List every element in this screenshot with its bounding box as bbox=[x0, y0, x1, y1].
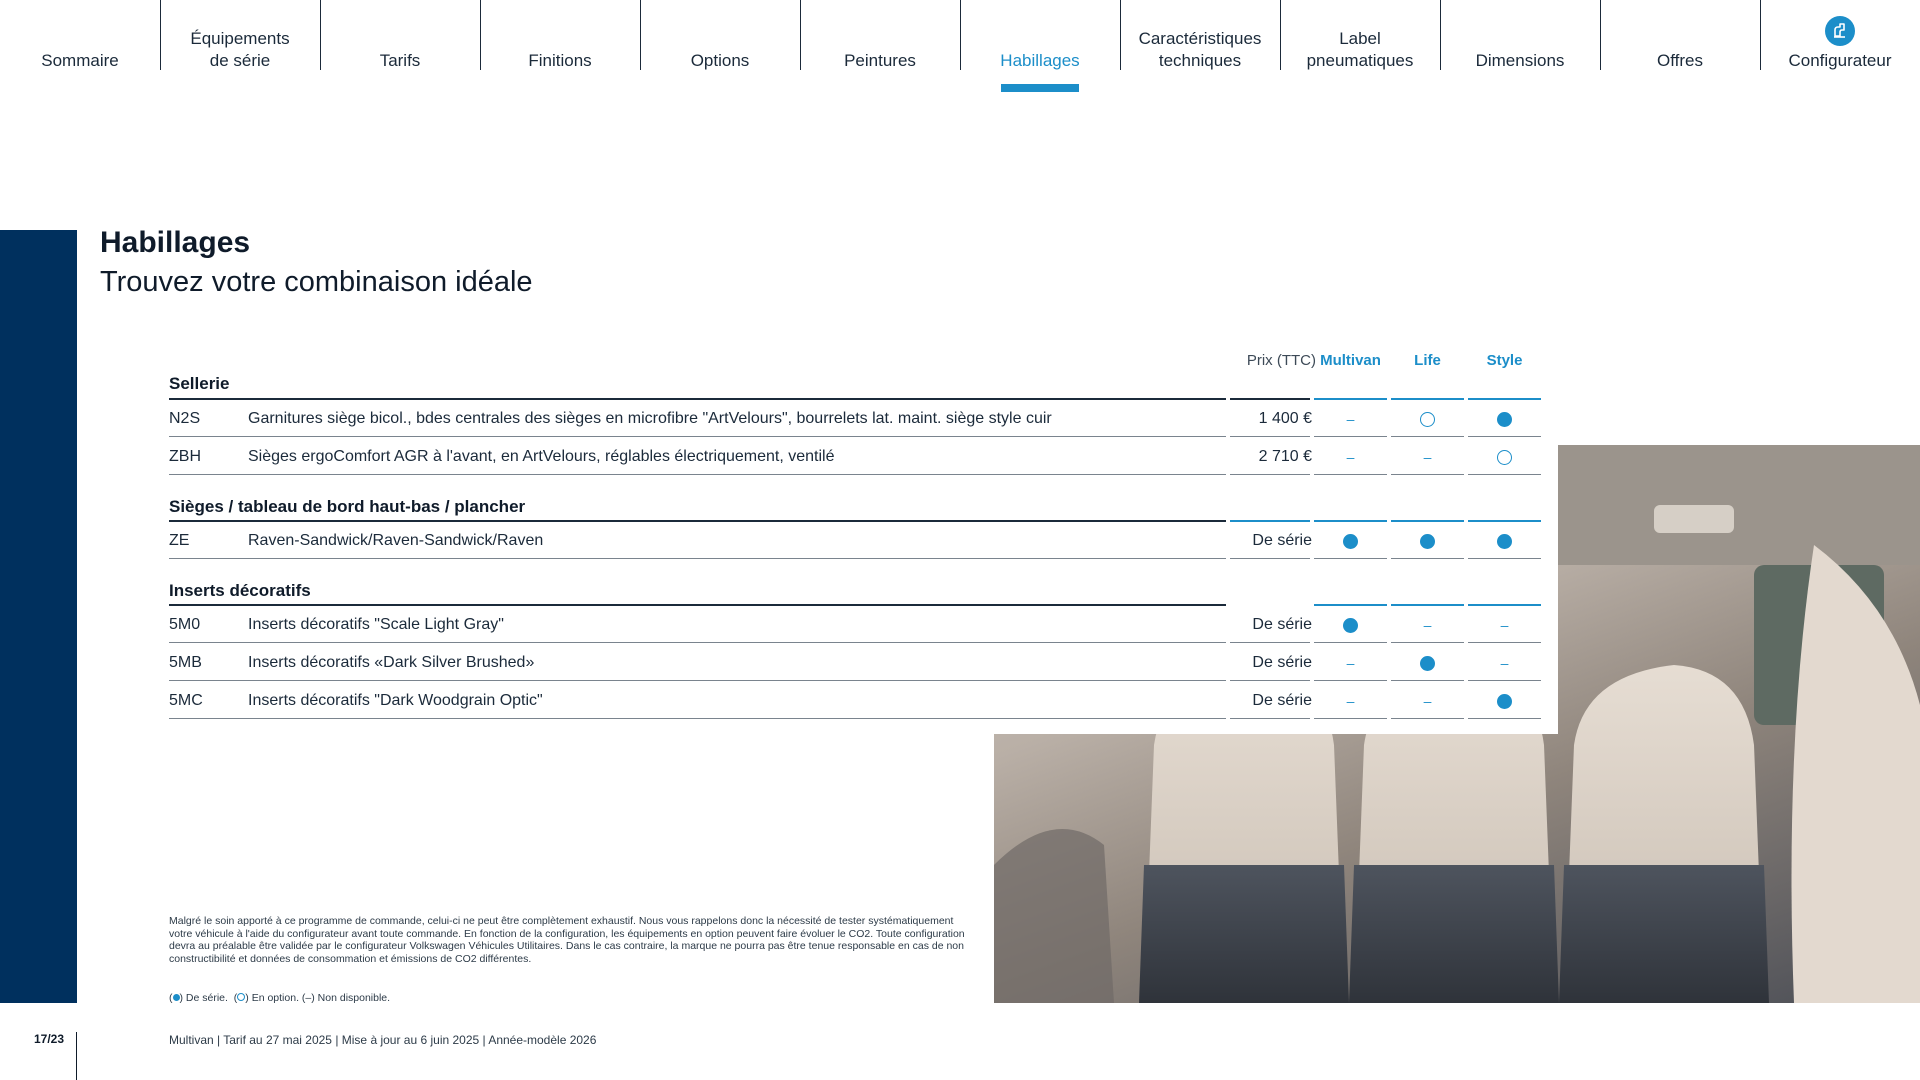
nav-label: Caractéristiques techniques bbox=[1138, 29, 1262, 70]
not-available-dash: – bbox=[1346, 655, 1355, 671]
not-available-dash: – bbox=[1346, 449, 1355, 465]
nav-label: Offres bbox=[1657, 51, 1703, 70]
row-divider bbox=[1314, 718, 1387, 719]
availability-mark bbox=[1468, 531, 1541, 551]
legend-option: En option. bbox=[251, 992, 299, 1004]
row-description: Sièges ergoComfort AGR à l'avant, en ArtVelours, réglables électriquement, ventilé bbox=[248, 448, 835, 465]
not-available-dash: – bbox=[1346, 411, 1355, 427]
not-available-dash: – bbox=[1500, 655, 1509, 671]
row-divider bbox=[1391, 642, 1464, 643]
row-code: ZE bbox=[169, 532, 190, 549]
row-divider bbox=[1314, 642, 1387, 643]
nav-tarifs[interactable] bbox=[320, 0, 480, 72]
availability-mark bbox=[1391, 691, 1464, 711]
standard-dot-icon bbox=[1497, 412, 1512, 427]
standard-dot-icon bbox=[1420, 534, 1435, 549]
section-rule bbox=[1391, 520, 1464, 522]
standard-dot-icon bbox=[1343, 534, 1358, 549]
row-divider bbox=[169, 436, 1226, 437]
not-available-dash: – bbox=[1423, 693, 1432, 709]
availability-mark bbox=[1314, 409, 1387, 429]
row-divider bbox=[1230, 642, 1310, 643]
nav-caracteristiques-techniques[interactable] bbox=[1120, 0, 1280, 72]
page-subtitle: Trouvez votre combinaison idéale bbox=[100, 266, 533, 298]
disclaimer-text: Malgré le soin apporté à ce programme de commande, celui-ci ne peut être complètement exhaustif. Nous vous rappelons donc la nécessité de tester systématiquement votre véhicule à l'aide du configurateur avant toute commande. En fonction de la configuration, les équipements en option peuvent faire évoluer le CO2. Toute configuration devra au préalable être validée par le configurateur Volkswagen Véhicules Utilitaires. Dans le cas contraire, la marque ne pourra pas être tenue responsable en cas de non constructibilité et données de consommation et émissions de CO2 différentes. bbox=[169, 915, 965, 965]
price-column-header: Prix (TTC) bbox=[1246, 352, 1316, 369]
section-rule bbox=[1314, 520, 1387, 522]
top-navigation bbox=[0, 0, 1920, 96]
row-price: De série bbox=[1252, 692, 1312, 709]
row-divider bbox=[1391, 436, 1464, 437]
option-circle-icon bbox=[237, 993, 245, 1001]
availability-mark bbox=[1468, 691, 1541, 711]
section-title-inserts: Inserts décoratifs bbox=[169, 581, 311, 600]
active-tab-indicator bbox=[1001, 84, 1079, 92]
footer-text: Multivan | Tarif au 27 mai 2025 | Mise à jour au 6 juin 2025 | Année-modèle 2026 bbox=[169, 1033, 597, 1047]
car-seat-icon bbox=[1825, 16, 1855, 46]
row-divider bbox=[1314, 474, 1387, 475]
footer-divider bbox=[76, 1032, 77, 1080]
nav-label: Options bbox=[690, 51, 750, 70]
row-code: 5MC bbox=[169, 692, 203, 709]
availability-mark bbox=[1468, 409, 1541, 429]
availability-mark bbox=[1468, 615, 1541, 635]
legend: ( ) De série. ( ) En option. (–) Non disponible. bbox=[169, 992, 391, 1004]
row-divider bbox=[1468, 680, 1541, 681]
nav-label: Habillages bbox=[1000, 51, 1080, 70]
row-divider bbox=[1314, 680, 1387, 681]
availability-mark bbox=[1314, 447, 1387, 467]
nav-label: Dimensions bbox=[1475, 51, 1565, 70]
nav-label: Finitions bbox=[528, 51, 592, 70]
nav-label: Configurateur bbox=[1788, 51, 1892, 70]
availability-mark bbox=[1314, 531, 1387, 551]
trim-header-life: Life bbox=[1414, 352, 1441, 369]
left-accent-bar bbox=[0, 230, 77, 1003]
row-price: 1 400 € bbox=[1258, 410, 1312, 427]
section-rule bbox=[1230, 520, 1310, 522]
availability-mark bbox=[1314, 653, 1387, 673]
availability-mark bbox=[1391, 409, 1464, 429]
availability-mark bbox=[1391, 615, 1464, 635]
row-description: Raven-Sandwick/Raven-Sandwick/Raven bbox=[248, 532, 544, 549]
option-circle-icon bbox=[1497, 450, 1512, 465]
row-code: N2S bbox=[169, 410, 201, 427]
not-available-dash: – bbox=[1346, 693, 1355, 709]
section-rule bbox=[1468, 398, 1541, 400]
row-divider bbox=[169, 558, 1226, 559]
availability-mark bbox=[1468, 447, 1541, 467]
row-description: Inserts décoratifs "Scale Light Gray" bbox=[248, 616, 504, 633]
row-description: Inserts décoratifs "Dark Woodgrain Optic" bbox=[248, 692, 543, 709]
row-divider bbox=[1391, 718, 1464, 719]
row-divider bbox=[169, 642, 1226, 643]
nav-label: Sommaire bbox=[41, 51, 119, 70]
section-rule bbox=[1314, 398, 1387, 400]
row-divider bbox=[1230, 680, 1310, 681]
nav-offres[interactable] bbox=[1600, 0, 1760, 72]
section-rule bbox=[169, 520, 1226, 522]
section-rule bbox=[1468, 520, 1541, 522]
legend-standard: De série. bbox=[185, 992, 228, 1004]
nav-label: Label pneumatiques bbox=[1306, 29, 1414, 70]
row-divider bbox=[1468, 642, 1541, 643]
row-price: 2 710 € bbox=[1258, 448, 1312, 465]
section-rule bbox=[1314, 604, 1387, 606]
row-divider bbox=[1230, 474, 1310, 475]
section-rule bbox=[169, 398, 1226, 400]
standard-dot-icon bbox=[1420, 656, 1435, 671]
availability-mark bbox=[1468, 653, 1541, 673]
section-rule bbox=[1391, 398, 1464, 400]
row-divider bbox=[1230, 718, 1310, 719]
nav-habillages[interactable] bbox=[960, 0, 1120, 72]
row-description: Inserts décoratifs «Dark Silver Brushed» bbox=[248, 654, 535, 671]
nav-label: Tarifs bbox=[379, 51, 421, 70]
row-code: 5M0 bbox=[169, 616, 201, 633]
availability-mark bbox=[1391, 531, 1464, 551]
row-divider bbox=[169, 718, 1226, 719]
section-rule bbox=[1391, 604, 1464, 606]
page-title: Habillages bbox=[100, 226, 251, 259]
row-divider bbox=[1468, 558, 1541, 559]
nav-label: Équipements de série bbox=[190, 29, 290, 70]
interior-seats-photo bbox=[994, 445, 1920, 1003]
section-title-sieges: Sièges / tableau de bord haut-bas / plancher bbox=[169, 497, 526, 516]
not-available-dash: – bbox=[1500, 617, 1509, 633]
standard-dot-icon bbox=[1497, 534, 1512, 549]
row-divider bbox=[1391, 680, 1464, 681]
row-price: De série bbox=[1252, 616, 1312, 633]
standard-dot-icon bbox=[1497, 694, 1512, 709]
row-code: 5MB bbox=[169, 654, 202, 671]
row-divider bbox=[1230, 436, 1310, 437]
nav-dimensions[interactable] bbox=[1440, 0, 1600, 72]
nav-label-pneumatiques[interactable] bbox=[1280, 0, 1440, 72]
not-available-dash: – bbox=[1423, 617, 1432, 633]
nav-configurateur[interactable] bbox=[1760, 0, 1920, 72]
row-divider bbox=[1230, 558, 1310, 559]
row-divider bbox=[169, 474, 1226, 475]
section-rule bbox=[1230, 398, 1310, 400]
standard-dot-icon bbox=[1343, 618, 1358, 633]
option-circle-icon bbox=[1420, 412, 1435, 427]
row-divider bbox=[1468, 474, 1541, 475]
row-description: Garnitures siège bicol., bdes centrales des sièges en microfibre "ArtVelours", bourrelets lat. maint. siège style cuir bbox=[248, 410, 1052, 427]
section-rule bbox=[1468, 604, 1541, 606]
standard-dot-icon bbox=[173, 994, 180, 1001]
nav-sommaire[interactable] bbox=[0, 0, 160, 72]
row-divider bbox=[1391, 474, 1464, 475]
row-code: ZBH bbox=[169, 448, 201, 465]
section-title-sellerie: Sellerie bbox=[169, 374, 230, 393]
availability-mark bbox=[1391, 653, 1464, 673]
nav-peintures[interactable] bbox=[800, 0, 960, 72]
row-price: De série bbox=[1252, 532, 1312, 549]
availability-mark bbox=[1314, 615, 1387, 635]
trim-header-multivan: Multivan bbox=[1320, 352, 1381, 369]
row-price: De série bbox=[1252, 654, 1312, 671]
row-divider bbox=[1468, 718, 1541, 719]
row-divider bbox=[1391, 558, 1464, 559]
legend-unavailable: (–) Non disponible. bbox=[301, 992, 391, 1004]
trim-header-style: Style bbox=[1486, 352, 1523, 369]
row-divider bbox=[1314, 558, 1387, 559]
row-divider bbox=[169, 680, 1226, 681]
section-rule bbox=[169, 604, 1226, 606]
nav-label: Peintures bbox=[844, 51, 916, 70]
row-divider bbox=[1314, 436, 1387, 437]
row-divider bbox=[1468, 436, 1541, 437]
not-available-dash: – bbox=[1423, 449, 1432, 465]
nav-equipements-de-serie[interactable] bbox=[160, 0, 320, 72]
availability-mark bbox=[1314, 691, 1387, 711]
availability-mark bbox=[1391, 447, 1464, 467]
nav-finitions[interactable] bbox=[480, 0, 640, 72]
nav-options[interactable] bbox=[640, 0, 800, 72]
page-number: 17/23 bbox=[34, 1032, 65, 1046]
